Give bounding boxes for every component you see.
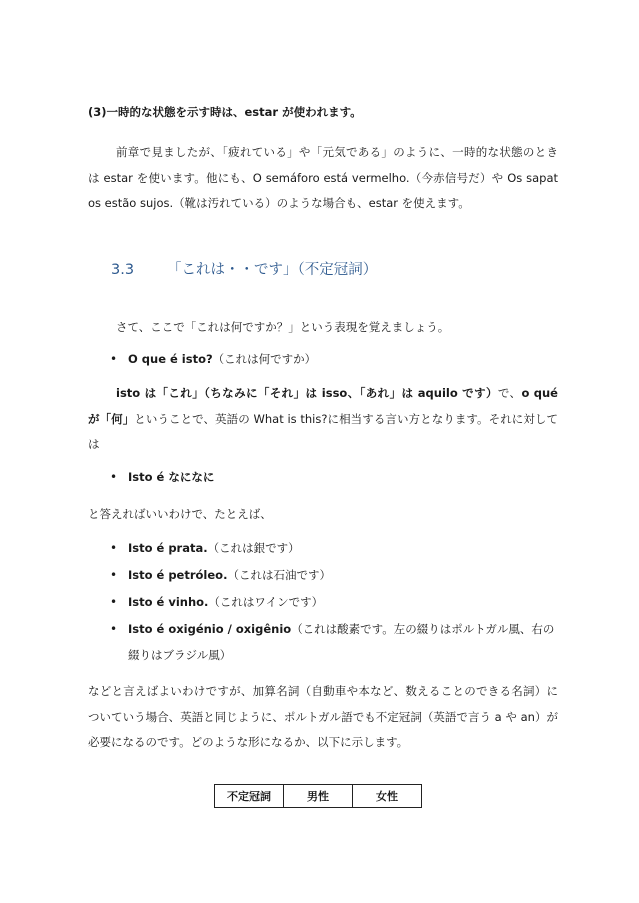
table-header-cell: 男性 bbox=[284, 785, 353, 808]
isto-text-2: ということで、英語の What is this?に相当する言い方となります。それに対しては bbox=[88, 411, 558, 451]
example-bold: Isto é prata. bbox=[128, 541, 208, 555]
table-header-cell: 不定冠詞 bbox=[215, 785, 284, 808]
paragraph-isto bbox=[88, 381, 558, 458]
example-item bbox=[90, 563, 558, 589]
example-item bbox=[90, 590, 558, 616]
bullet-question-bold: O que é isto? bbox=[128, 352, 213, 366]
isto-bold-1: isto は「これ」（ちなみに「それ」は isso、「あれ」は aquilo です） bbox=[116, 386, 498, 400]
example-item bbox=[90, 617, 558, 668]
isto-bold-2: o qué が「何」 bbox=[88, 386, 558, 426]
example-text: （これは石油です） bbox=[227, 568, 331, 582]
section-title-text: 「これは・・です」（不定冠詞） bbox=[167, 262, 378, 278]
table-header-cell: 女性 bbox=[353, 785, 422, 808]
paragraph-articles: などと言えばよいわけですが、加算名詞（自動車や本など、数えることのできる名詞）についていう場合、英語と同じように、ポルトガル語でも不定冠詞（英語で言う a や an）が必要になるのです。どのような形になるか、以下に示します。 bbox=[88, 684, 558, 749]
example-bold: Isto é oxigénio / oxigênio bbox=[128, 622, 292, 636]
example-bold: Isto é vinho. bbox=[128, 595, 209, 609]
section-title bbox=[111, 258, 377, 282]
sub-heading: (3)一時的な状態を示す時は、estar が使われます。 bbox=[88, 105, 362, 119]
paragraph-answer: と答えればいいわけで、たとえば、 bbox=[88, 507, 272, 521]
bullet-answer bbox=[90, 465, 558, 491]
example-item bbox=[90, 536, 558, 562]
table-header-row bbox=[215, 785, 422, 808]
paragraph-intro: さて、ここで「これは何ですか？」という表現を覚えましょう。 bbox=[116, 320, 450, 334]
indefinite-article-table bbox=[214, 784, 422, 808]
isto-text-1: で、 bbox=[497, 386, 522, 400]
bullet-question bbox=[90, 347, 558, 373]
example-text: （これはワインです） bbox=[208, 595, 324, 609]
example-text: （これは酸素です。左の綴りはポルトガル風、右の綴りはブラジル風） bbox=[128, 622, 555, 662]
section-number: 3.3 bbox=[111, 262, 135, 278]
bullet-answer-bold: Isto é なになに bbox=[128, 470, 215, 484]
example-bold: Isto é petróleo. bbox=[128, 568, 228, 582]
bullet-question-text: （これは何ですか） bbox=[212, 352, 317, 366]
paragraph-estar: 前章で見ましたが、「疲れている」や「元気である」のように、一時的な状態のときは estar を使います。他にも、O semáforo está vermelho.（今赤信号だ）や Os sapatos estão sujos.（靴は汚れている）のような場合も、estar を使えます。 bbox=[88, 145, 558, 210]
example-text: （これは銀です） bbox=[207, 541, 300, 555]
